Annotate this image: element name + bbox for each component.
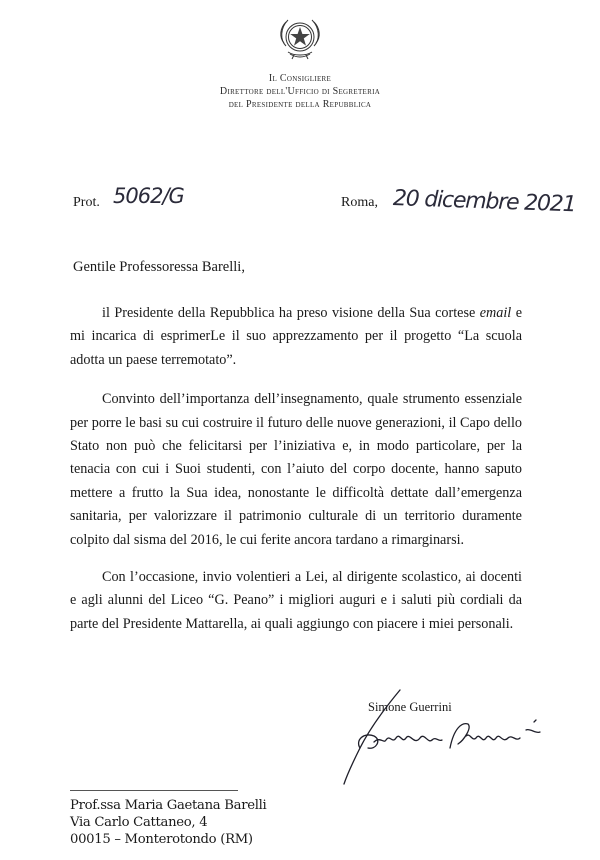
- protocol-label: Prot.: [73, 195, 100, 210]
- paragraph-3: Con l’occasione, invio volentieri a Lei, al dirigente scolastico, ai docenti e agli alunni del Liceo “G. Peano” i migliori auguri e i saluti più cordiali da parte del Presidente Mattarella, ai quali aggiungo con piacere i miei personali.: [70, 569, 522, 632]
- letter-date: 20 dicembre 2021: [392, 186, 576, 218]
- paragraph-2: Convinto dell’importanza dell’insegnamento, quale strumento essenziale per porre le basi su cui costruire il futuro delle nuove generazioni, il Capo dello Stato non può che felicitarsi per l’iniziativa e, in modo particolare, per la tenacia con cui i Suoi studenti, con l’aiuto del corpo docente, hanno saputo mettere a frutto la Sua idea, nonostante le difficoltà dettate dall’emergenza sanitaria, per valorizzare il patrimonio culturale di un territorio duramente colpito dal sisma del 2016, le cui ferite ancora tardano a rimarginarsi.: [70, 391, 522, 548]
- letterhead: [0, 72, 600, 111]
- address-divider: [70, 790, 238, 791]
- recipient-name: Prof.ssa Maria Gaetana Barelli: [70, 798, 267, 813]
- letterhead-presidency: del Presidente della Repubblica: [228, 99, 372, 110]
- letterhead-title: Il Consigliere: [268, 73, 332, 84]
- italian-republic-emblem-icon: [274, 10, 326, 62]
- email-word: email: [479, 305, 512, 321]
- letter-place: Roma,: [341, 195, 378, 210]
- paragraph-1: il Presidente della Repubblica ha preso visione della Sua cortese email e mi incarica di esprimerLe il suo apprezzamento per il progetto “La scuola adotta un paese terremotato”.: [70, 305, 522, 368]
- letterhead-office: Direttore dell'Ufficio di Segreteria: [219, 86, 381, 97]
- recipient-address: [70, 797, 266, 848]
- recipient-street: Via Carlo Cattaneo, 4: [70, 815, 208, 830]
- recipient-city: 00015 – Monterotondo (RM): [70, 832, 253, 847]
- salutation: Gentile Professoressa Barelli,: [73, 259, 245, 275]
- signer-name: Simone Guerrini: [368, 700, 452, 714]
- protocol-number: 5062/G: [113, 184, 184, 208]
- letter-body: [70, 302, 522, 650]
- handwritten-signature: [330, 688, 560, 788]
